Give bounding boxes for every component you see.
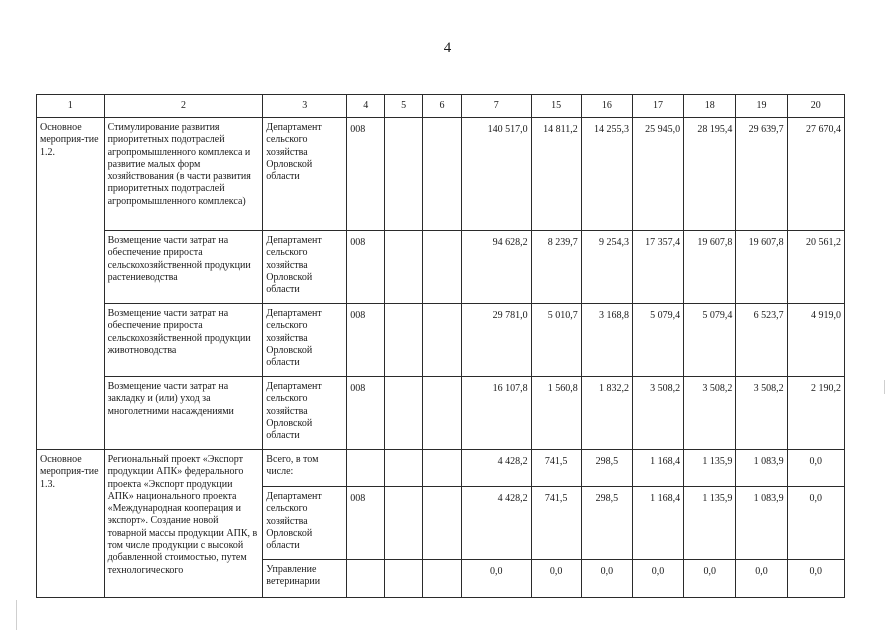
col17-cell: 17 357,4 [632, 231, 683, 304]
col19-cell: 19 607,8 [736, 231, 787, 304]
header-cell: 3 [263, 95, 347, 118]
table-row [37, 377, 845, 450]
col6-cell [423, 560, 462, 598]
col6-cell [423, 304, 462, 377]
department-cell: Департамент сельского хозяйства Орловской области [263, 487, 347, 560]
col7-cell: 94 628,2 [461, 231, 531, 304]
header-cell: 1 [37, 95, 105, 118]
col18-cell: 5 079,4 [684, 304, 736, 377]
col16-cell: 3 168,8 [581, 304, 632, 377]
col15-cell: 741,5 [531, 450, 581, 487]
header-row [37, 95, 845, 118]
department-cell: Управление ветеринарии [263, 560, 347, 598]
col5-cell [385, 560, 423, 598]
col15-cell: 14 811,2 [531, 118, 581, 231]
col16-cell: 0,0 [581, 560, 632, 598]
col6-cell [423, 118, 462, 231]
col17-cell: 1 168,4 [632, 450, 683, 487]
header-cell: 19 [736, 95, 787, 118]
department-cell: Департамент сельского хозяйства Орловской области [263, 377, 347, 450]
col18-cell: 19 607,8 [684, 231, 736, 304]
header-cell: 6 [423, 95, 462, 118]
col5-cell [385, 450, 423, 487]
col20-cell: 27 670,4 [787, 118, 844, 231]
col16-cell: 298,5 [581, 450, 632, 487]
col7-cell: 140 517,0 [461, 118, 531, 231]
col20-cell: 0,0 [787, 450, 844, 487]
budget-table [36, 94, 845, 598]
col18-cell: 0,0 [684, 560, 736, 598]
col6-cell [423, 377, 462, 450]
header-cell: 5 [385, 95, 423, 118]
col16-cell: 9 254,3 [581, 231, 632, 304]
scan-edge-mark [16, 600, 17, 630]
col7-cell: 16 107,8 [461, 377, 531, 450]
col18-cell: 28 195,4 [684, 118, 736, 231]
code-cell: 008 [347, 118, 385, 231]
col19-cell: 1 083,9 [736, 487, 787, 560]
col20-cell: 0,0 [787, 487, 844, 560]
col7-cell: 4 428,2 [461, 487, 531, 560]
col17-cell: 0,0 [632, 560, 683, 598]
description-cell: Стимулирование развития приоритетных подотраслей агропромышленного комплекса и развитие малых форм хозяйствования (в части развития приоритетных подотраслей агропромышленного комплекса) [104, 118, 263, 231]
col5-cell [385, 304, 423, 377]
col17-cell: 3 508,2 [632, 377, 683, 450]
col15-cell: 0,0 [531, 560, 581, 598]
department-cell: Всего, в том числе: [263, 450, 347, 487]
col19-cell: 1 083,9 [736, 450, 787, 487]
table-row [37, 450, 845, 487]
col7-cell: 0,0 [461, 560, 531, 598]
col17-cell: 1 168,4 [632, 487, 683, 560]
col7-cell: 4 428,2 [461, 450, 531, 487]
col15-cell: 741,5 [531, 487, 581, 560]
col19-cell: 3 508,2 [736, 377, 787, 450]
header-cell: 17 [632, 95, 683, 118]
col20-cell: 4 919,0 [787, 304, 844, 377]
code-cell: 008 [347, 377, 385, 450]
col6-cell [423, 231, 462, 304]
col20-cell: 20 561,2 [787, 231, 844, 304]
header-cell: 15 [531, 95, 581, 118]
col5-cell [385, 377, 423, 450]
col5-cell [385, 118, 423, 231]
code-cell: 008 [347, 487, 385, 560]
col19-cell: 6 523,7 [736, 304, 787, 377]
description-cell: Региональный проект «Экспорт продукции АПК» федерального проекта «Экспорт продукции АПК» национального проекта «Международная кооперация и экспорт». Создание новой товарной массы продукции АПК, в том числе продукции с высокой добавленной стоимостью, путем технологического [104, 450, 263, 598]
description-cell: Возмещение части затрат на закладку и (или) уход за многолетними насаждениями [104, 377, 263, 450]
col16-cell: 1 832,2 [581, 377, 632, 450]
col15-cell: 5 010,7 [531, 304, 581, 377]
col18-cell: 1 135,9 [684, 487, 736, 560]
col20-cell: 2 190,2 [787, 377, 844, 450]
header-cell: 2 [104, 95, 263, 118]
code-cell: 008 [347, 231, 385, 304]
table-row [37, 118, 845, 231]
col18-cell: 1 135,9 [684, 450, 736, 487]
col19-cell: 0,0 [736, 560, 787, 598]
col15-cell: 8 239,7 [531, 231, 581, 304]
event-cell-1-3: Основное мероприя-тие 1.3. [37, 450, 105, 598]
header-cell: 20 [787, 95, 844, 118]
col5-cell [385, 231, 423, 304]
scan-edge-mark [884, 380, 885, 394]
description-cell: Возмещение части затрат на обеспечение прироста сельскохозяйственной продукции растениеводства [104, 231, 263, 304]
description-cell: Возмещение части затрат на обеспечение прироста сельскохозяйственной продукции животноводства [104, 304, 263, 377]
header-cell: 7 [461, 95, 531, 118]
col18-cell: 3 508,2 [684, 377, 736, 450]
header-cell: 4 [347, 95, 385, 118]
col19-cell: 29 639,7 [736, 118, 787, 231]
page-number: 4 [443, 40, 452, 56]
department-cell: Департамент сельского хозяйства Орловской области [263, 231, 347, 304]
col16-cell: 298,5 [581, 487, 632, 560]
code-cell: 008 [347, 304, 385, 377]
header-cell: 18 [684, 95, 736, 118]
col7-cell: 29 781,0 [461, 304, 531, 377]
header-cell: 16 [581, 95, 632, 118]
col20-cell: 0,0 [787, 560, 844, 598]
col16-cell: 14 255,3 [581, 118, 632, 231]
department-cell: Департамент сельского хозяйства Орловской области [263, 118, 347, 231]
code-cell [347, 560, 385, 598]
col17-cell: 25 945,0 [632, 118, 683, 231]
col17-cell: 5 079,4 [632, 304, 683, 377]
code-cell [347, 450, 385, 487]
col5-cell [385, 487, 423, 560]
col15-cell: 1 560,8 [531, 377, 581, 450]
table-row [37, 304, 845, 377]
col6-cell [423, 487, 462, 560]
col6-cell [423, 450, 462, 487]
department-cell: Департамент сельского хозяйства Орловской области [263, 304, 347, 377]
table-row [37, 231, 845, 304]
event-cell-1-2: Основное мероприя-тие 1.2. [37, 118, 105, 450]
